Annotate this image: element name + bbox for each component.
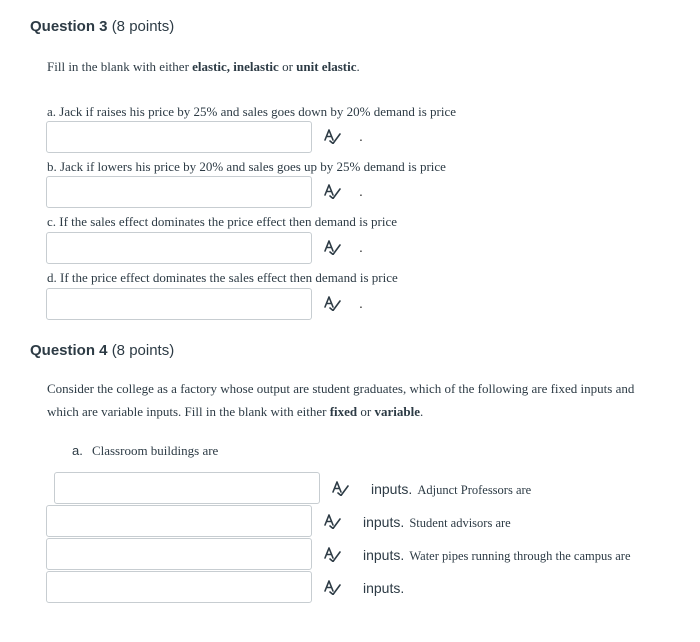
q4-row-1-text: inputs. Adjunct Professors are xyxy=(371,481,532,497)
spellcheck-icon[interactable] xyxy=(323,513,341,529)
spellcheck-icon[interactable] xyxy=(331,480,349,496)
question-4-title: Question 4 (8 points) xyxy=(30,342,175,359)
period: . xyxy=(359,128,363,144)
spellcheck-icon[interactable] xyxy=(323,546,341,562)
q3-blank-a-input[interactable] xyxy=(46,121,312,153)
spellcheck-icon[interactable] xyxy=(323,295,341,311)
question-3-title: Question 3 (8 points) xyxy=(30,18,175,35)
spellcheck-icon[interactable] xyxy=(323,239,341,255)
q3-blank-b-input[interactable] xyxy=(46,176,312,208)
question-4-intro-line2: which are variable inputs. Fill in the blank with either fixed or variable. xyxy=(47,404,424,419)
q4-item-a-label: a. xyxy=(72,443,83,458)
q4-blank-1-input[interactable] xyxy=(54,472,320,504)
q4-blank-3-input[interactable] xyxy=(46,538,312,570)
q4-row-2-text: inputs. Student advisors are xyxy=(363,514,511,530)
q3-item-a-text: a. Jack if raises his price by 25% and sales goes down by 20% demand is price xyxy=(47,104,457,119)
question-3-instruction: Fill in the blank with either elastic, inelastic or unit elastic. xyxy=(47,59,360,74)
question-4-intro-line1: Consider the college as a factory whose output are student graduates, which of the following are fixed inputs and xyxy=(47,381,635,396)
q4-item-a-text: Classroom buildings are xyxy=(91,443,219,458)
q4-row-4-text: inputs. xyxy=(363,580,405,596)
q3-item-d-text: d. If the price effect dominates the sales effect then demand is price xyxy=(47,270,398,285)
q3-item-c-text: c. If the sales effect dominates the price effect then demand is price xyxy=(47,214,398,229)
spellcheck-icon[interactable] xyxy=(323,183,341,199)
q3-item-b-text: b. Jack if lowers his price by 20% and sales goes up by 25% demand is price xyxy=(47,159,446,174)
q3-blank-d-input[interactable] xyxy=(46,288,312,320)
q4-blank-2-input[interactable] xyxy=(46,505,312,537)
spellcheck-icon[interactable] xyxy=(323,579,341,595)
period: . xyxy=(359,295,363,311)
spellcheck-icon[interactable] xyxy=(323,128,341,144)
q3-blank-c-input[interactable] xyxy=(46,232,312,264)
q4-blank-4-input[interactable] xyxy=(46,571,312,603)
q4-row-3-text: inputs. Water pipes running through the campus are xyxy=(363,547,631,563)
period: . xyxy=(359,239,363,255)
period: . xyxy=(359,183,363,199)
q4-item-a xyxy=(72,440,218,459)
